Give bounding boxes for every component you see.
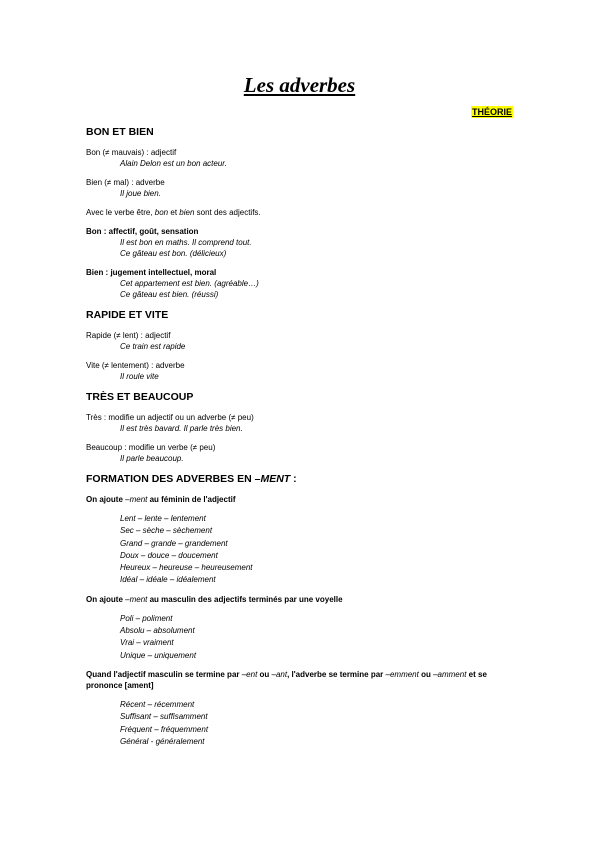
entry-bien [86,177,516,199]
definition-tres: Très : modifie un adjectif ou un adverbe (≠ peu) [86,413,254,422]
example-rapide: Ce train est rapide [120,342,186,351]
list-item: Doux – douce – doucement [120,550,218,560]
example-list-voyelle [86,613,516,662]
rule-voyelle-a: On ajoute [86,594,126,604]
definition-beaucoup: Beaucoup : modifie un verbe (≠ peu) [86,443,216,452]
list-item: Vrai – vraiment [120,638,174,648]
list-item: Unique – uniquement [120,650,197,660]
list-item: Fréquent – fréquemment [120,724,209,734]
formation-heading-text: FORMATION DES ADVERBES EN [86,473,255,485]
rule-ent-ant-b: ou [257,669,272,679]
list-item: Poli – poliment [120,613,173,623]
rule-emment-suffix: –emment [385,669,419,679]
page-title: Les adverbes [243,73,356,97]
example-bon: Alain Delon est un bon acteur. [120,159,227,168]
rule-ent-ant-d: ou [418,669,434,679]
note-text-b: et [168,208,180,217]
formation-heading-suffix: –MENT [254,473,291,485]
theory-tag: THÉORIE [471,107,512,117]
example-bien-jugement-1: Cet appartement est bien. (agréable…) [120,279,259,288]
definition-bien: Bien (≠ mal) : adverbe [86,178,165,187]
rule-amment-suffix: –amment [433,669,467,679]
entry-tres [86,412,516,434]
section-heading-tres-beaucoup: TRÈS ET BEAUCOUP [86,391,194,403]
example-bon-affectif-2: Ce gâteau est bon. (délicieux) [120,249,227,258]
definition-vite: Vite (≠ lentement) : adverbe [86,361,185,370]
example-bon-affectif-1: Il est bon en maths. Il comprend tout. [120,238,252,247]
entry-vite [86,360,516,382]
list-item: Idéal – idéale – idéalement [120,575,216,585]
rule-ent-ant-c: , l'adverbe se termine par [287,669,386,679]
example-vite: Il roule vite [120,372,159,381]
example-list-ent-ant [86,699,516,748]
section-heading-rapide-vite: RAPIDE ET VITE [86,309,169,321]
definition-bien-jugement: Bien : jugement intellectuel, moral [86,268,217,277]
example-bien: Il joue bien. [120,189,161,198]
list-item: Récent – récemment [120,699,195,709]
list-item: Sec – sèche – sèchement [120,526,213,536]
list-item: Général - généralement [120,736,205,746]
note-text-c: sont des adjectifs. [194,208,261,217]
note-text-a: Avec le verbe être, [86,208,155,217]
section-heading-bon-bien: BON ET BIEN [86,126,154,138]
list-item: Suffisant – suffisamment [120,712,208,722]
note-verbe-etre [86,207,516,218]
list-item: Absolu – absolument [120,626,195,636]
rule-feminin-b: au féminin de l'adjectif [147,495,236,504]
rule-feminin-suffix: –ment [125,495,148,504]
entry-rapide [86,330,516,352]
formation-heading-colon: : [290,473,297,485]
entry-bon-affectif [86,226,516,259]
rule-voyelle-b: au masculin des adjectifs terminés par une voyelle [147,594,343,604]
list-item: Heureux – heureuse – heureusement [120,563,253,573]
section-heading-formation [86,472,516,486]
rule-ent-ant [86,669,516,691]
rule-ent-ant-a: Quand l'adjectif masculin se termine par [86,669,242,679]
rule-feminin [86,494,516,505]
rule-ent-suffix: –ent [241,669,258,679]
rule-feminin-a: On ajoute [86,495,126,504]
document-body [86,125,516,755]
entry-beaucoup [86,442,516,464]
rule-ent-ant-e: et se prononce [ament] [86,669,487,690]
note-word-bien: bien [179,208,195,217]
entry-bon [86,147,516,169]
definition-bon: Bon (≠ mauvais) : adjectif [86,148,177,157]
list-item: Lent – lente – lentement [120,514,206,523]
definition-rapide: Rapide (≠ lent) : adjectif [86,331,171,340]
example-beaucoup: Il parle beaucoup. [120,454,184,463]
rule-ant-suffix: –ant [271,669,288,679]
definition-bon-affectif: Bon : affectif, goût, sensation [86,227,199,236]
example-bien-jugement-2: Ce gâteau est bien. (réussi) [120,290,219,299]
list-item: Grand – grande – grandement [120,538,228,548]
rule-voyelle [86,594,516,605]
rule-voyelle-suffix: –ment [125,594,148,604]
example-tres: Il est très bavard. Il parle très bien. [120,424,243,433]
note-word-bon: bon [154,208,169,217]
entry-bien-jugement [86,267,516,300]
example-list-feminin [86,513,516,587]
